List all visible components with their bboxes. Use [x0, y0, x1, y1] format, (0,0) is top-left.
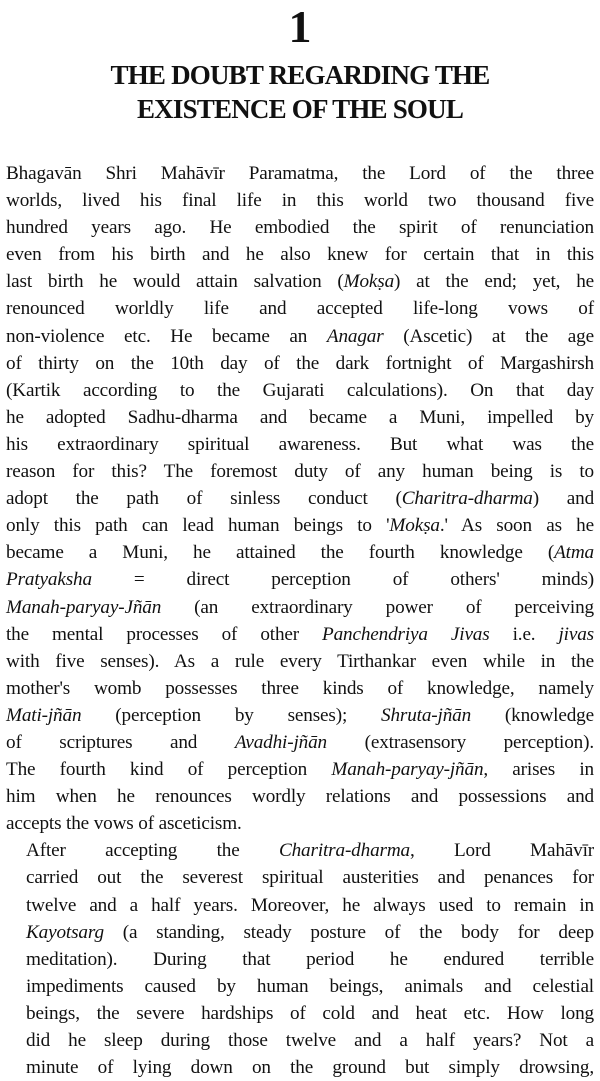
text-run: he adopted Sadhu-dharma and became a Muni, impelled by: [6, 406, 594, 428]
text-run: last birth he would attain salvation (: [6, 271, 344, 293]
chapter-title-line-1: THE DOUBT REGARDING THE: [110, 60, 490, 90]
text-line: [6, 485, 594, 512]
text-run: with five senses). As a rule every Tirthankar even while in the: [6, 650, 594, 672]
italic-term: jivas: [558, 623, 594, 645]
text-run: (perception by senses);: [81, 704, 382, 726]
italic-term: Anagar: [326, 325, 384, 347]
text-run: (an extraordinary power of perceiving: [161, 596, 594, 618]
text-line: [6, 539, 594, 566]
text-run: only this path can lead human beings to ': [6, 515, 390, 537]
text-run: renounced worldly life and accepted life-long vows of: [6, 298, 594, 320]
italic-term: Mati-jñān: [6, 704, 82, 726]
text-run: impediments caused by human beings, animals and celestial: [26, 975, 594, 997]
text-line: [6, 377, 594, 404]
text-run: of thirty on the 10th day of the dark fortnight of Margashirsh: [6, 352, 594, 374]
text-run: did he sleep during those twelve and a half years? Not a: [26, 1030, 594, 1051]
text-line: [6, 350, 594, 377]
text-line: [6, 892, 594, 919]
text-line: [6, 973, 594, 1000]
paragraph: [6, 160, 594, 837]
text-line: [6, 1000, 594, 1027]
italic-term: Mokṣa: [389, 515, 440, 537]
text-run: The fourth kind of perception: [6, 759, 332, 781]
text-line: [6, 783, 594, 810]
text-run: the mental processes of other: [6, 623, 323, 645]
text-line: [6, 214, 594, 241]
text-line: [6, 919, 594, 946]
text-run: worlds, lived his final life in this world two thousand five: [6, 190, 594, 212]
text-line: [6, 837, 594, 864]
text-run: minute of lying down on the ground but simply drowsing,: [26, 1057, 594, 1079]
italic-term: Manah-paryay-jñān: [331, 759, 484, 781]
text-run: twelve and a half years. Moreover, he always used to remain in: [26, 894, 594, 916]
text-line: [6, 621, 594, 648]
italic-term: Kayotsarg: [26, 921, 104, 943]
text-line: [6, 648, 594, 675]
text-run: meditation). During that period he endured terrible: [26, 948, 594, 970]
text-run: him when he renounces wordly relations and possessions and: [6, 786, 594, 808]
text-run: mother's womb possesses three kinds of knowledge, namely: [6, 677, 594, 699]
text-run: (Kartik according to the Gujarati calculations). On that day: [6, 379, 594, 401]
text-line: [6, 1027, 594, 1054]
italic-term: Pratyaksha: [6, 569, 92, 591]
italic-term: Panchendriya Jivas: [322, 623, 490, 645]
italic-term: Manah-paryay-Jñān: [6, 596, 162, 618]
text-run: = direct perception of others' minds): [91, 569, 594, 591]
text-run: beings, the severe hardships of cold and heat etc. How long: [26, 1002, 594, 1024]
text-run: his extraordinary spiritual awareness. But what was the: [6, 433, 594, 455]
chapter-number: 1: [288, 1, 312, 52]
chapter-title-line-2: EXISTENCE OF THE SOUL: [136, 94, 464, 124]
italic-term: Avadhi-jñān: [234, 731, 327, 753]
text-line: [6, 864, 594, 891]
text-run: i.e.: [489, 623, 559, 645]
text-line: [6, 431, 594, 458]
text-run: (extrasensory perception).: [327, 731, 594, 753]
text-line: [6, 594, 594, 621]
text-run: became a Muni, he attained the fourth knowledge (: [6, 542, 555, 564]
text-run: Bhagavān Shri Mahāvīr Paramatma, the Lord of the three: [6, 163, 594, 184]
text-run: accepts the vows of asceticism.: [6, 813, 242, 835]
italic-term: Atma: [554, 542, 594, 564]
text-line: [6, 756, 594, 783]
text-run: , Lord Mahāvīr: [409, 840, 594, 862]
text-run: non-violence etc. He became an: [6, 325, 327, 347]
text-run: (knowledge: [471, 704, 594, 726]
text-run: carried out the severest spiritual austerities and penances for: [26, 867, 594, 889]
text-line: [6, 268, 594, 295]
text-line: [6, 566, 594, 593]
book-page: [6, 0, 594, 1081]
text-run: adopt the path of sinless conduct (: [6, 488, 402, 510]
italic-term: Shruta-jñān: [381, 704, 472, 726]
text-line: [6, 702, 594, 729]
text-run: After accepting the: [26, 840, 279, 862]
text-run: (a standing, steady posture of the body for deep: [103, 921, 594, 943]
text-run: , arises in: [483, 759, 594, 781]
text-line: [6, 675, 594, 702]
chapter-title: [6, 58, 594, 126]
text-line: [6, 241, 594, 268]
text-run: reason for this? The foremost duty of any human being is to: [6, 461, 594, 483]
text-run: even from his birth and he also knew for certain that in this: [6, 244, 594, 266]
text-line: [6, 458, 594, 485]
text-run: .' As soon as he: [439, 515, 594, 537]
text-run: ) at the end; yet, he: [394, 271, 594, 293]
text-line: [6, 729, 594, 756]
paragraph: [6, 837, 594, 1081]
text-line: [6, 404, 594, 431]
text-line: [6, 946, 594, 973]
text-run: of scriptures and: [6, 731, 235, 753]
italic-term: Mokṣa: [343, 271, 395, 293]
text-line: [6, 295, 594, 322]
text-line: [6, 1054, 594, 1081]
text-line: [6, 512, 594, 539]
italic-term: Charitra-dharma: [401, 488, 533, 510]
text-run: (Ascetic) at the age: [383, 325, 594, 347]
text-run: ) and: [532, 488, 595, 510]
text-run: hundred years ago. He embodied the spirit of renunciation: [6, 217, 594, 239]
body-text: [6, 160, 594, 1081]
italic-term: Charitra-dharma: [278, 840, 410, 862]
text-line: [6, 187, 594, 214]
text-line: [6, 323, 594, 350]
text-line: [6, 810, 594, 837]
text-line: [6, 160, 594, 187]
